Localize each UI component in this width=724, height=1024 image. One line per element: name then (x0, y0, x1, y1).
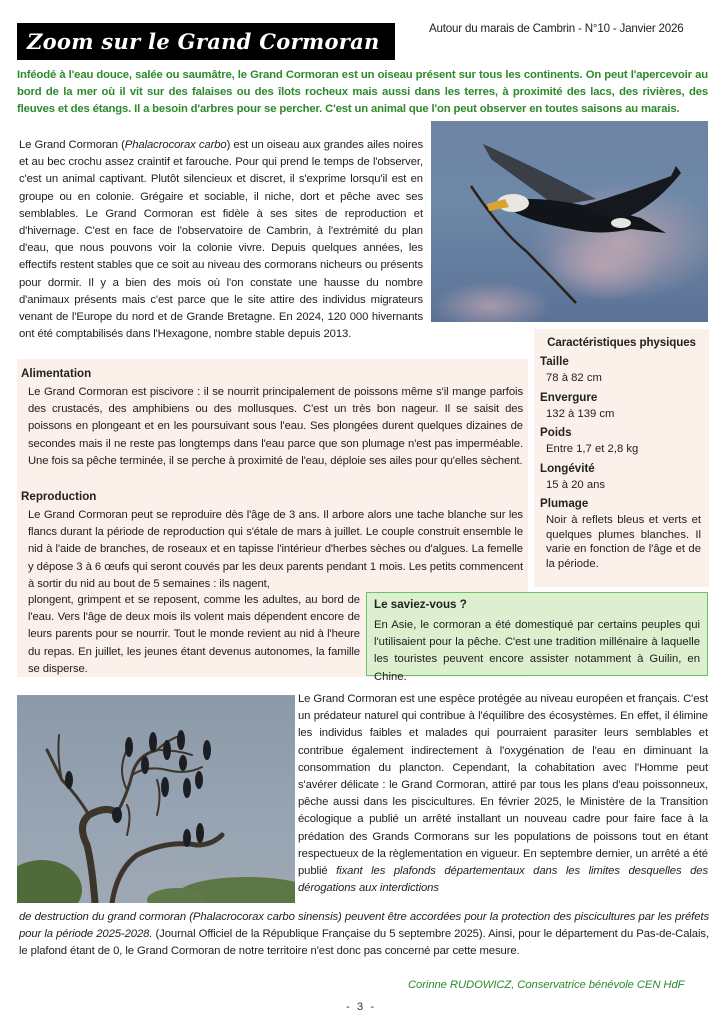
cormorant-flight-illustration (431, 121, 708, 322)
value-weight: Entre 1,7 et 2,8 kg (546, 443, 639, 455)
reproduction-heading: Reproduction (21, 490, 97, 503)
page-number: - 3 - (346, 1001, 377, 1013)
scientific-name: Phalacrocorax carbo (124, 139, 227, 151)
decree-italic-text: fixant les plafonds départementaux dans les limites desquelles des dérogations aux interdictions (298, 865, 708, 895)
decree-italic-text: de destruction du grand cormoran (Phalacrocorax carbo sinensis) peuvent être accordées pour la protection des piscicultures par les préfets pour la période 2025-2028. (19, 911, 709, 941)
reproduction-text-narrow: plongent, grimpent et se reposent, comme les adultes, au bord de l'eau. Vers l'âge de deux mois ils volent mais dépendent encore de leurs parents pour se nourrir. Tout le monde revient au nid à l'heure du repas. En juillet, les jeunes étant devenus autonomes, la famille se disperse. (28, 594, 360, 675)
did-you-know-callout (366, 592, 708, 683)
physical-characteristics-card (534, 329, 709, 587)
value-wingspan: 132 à 139 cm (546, 407, 615, 420)
text-run: Le Grand Cormoran ( (19, 139, 125, 151)
issue-line: Autour du marais de Cambrin - N°10 - Janvier 2026 (429, 22, 684, 35)
protection-paragraph-continued (19, 909, 709, 961)
text-run: ) est un oiseau aux grandes ailes noires et au bec crochu assez craintif et farouche. Pour qui prend le temps de l'observer, c'est un animal captivant. Plutôt silencieux et discret, il s'exprime lorsqu'il est en groupe ou en colonie. Grégaire et sociable, il niche, dort et pêche avec ses semblables. Le Grand Cormoran est fidèle à ses sites de reproduction et d'hivernage. C'est en face de l'observatoire de Cambrin, à l'extrémité du plan d'eau, que nous pouvons voir la colonie vivre. Depuis quelques années, les effectifs restent stables que ce soit au niveau des cormorans nicheurs ou présents pour dormir. Il y a bien des mois où l'on constate une hausse du nombre d'animaux présents mais c'est parce que le site attire des individus migrateurs venant de l'Europe du nord et de Grande Bretagne. En 2024, 120 000 hivernants ont été comptabilisés dans l'Hexagone, nombre stable depuis 2013. (19, 139, 423, 341)
feeding-text: Le Grand Cormoran est piscivore : il se nourrit principalement de poissons même s'il mange parfois des crustacés, des amphibiens ou des mollusques. C'est un très bon nageur. Il se saisit des poissons en plongeant et en les poursuivant sous l'eau. Ses plongées durent quelques dizaines de secondes mais il ne reste pas longtemps dans l'eau parce que son plumage n'est pas imperméable. Une fois sa pêche terminée, il se perche à proximité de l'eau, déploie ses ailes pour qu'elles sèchent. (28, 386, 523, 467)
label-size: Taille (540, 355, 569, 368)
callout-text: En Asie, le cormoran a été domestiqué par certains peuples qui l'utilisaient pour la pêche. C'est une tradition millénaire à laquelle les touristes peuvent encore assister notamment à Guilin, en Chine. (374, 619, 700, 683)
cormorant-colony-photo (17, 695, 295, 903)
author-signature: Corinne RUDOWICZ, Conservatrice bénévole CEN HdF (408, 979, 685, 991)
feeding-heading: Alimentation (21, 367, 92, 380)
text-run: Le Grand Cormoran est une espèce protégée au niveau européen et français. C'est un prédateur naturel qui contribue à l'équilibre des écosystèmes. En effet, il élimine les individus faibles et malades qui pourraient parasiter leurs semblables et contribue également indirectement à l'oxygénation de l'eau en diminuant la consommation du plancton. Cependant, la cohabitation avec l'Homme peut s'avérer délicate : le Grand Cormoran, attiré par tous les plans d'eau poissonneux, pêche aussi dans les piscicultures. En février 2025, le Ministère de la Transition écologique a publié un arrêté installant un nouveau cadre pour faire face à la prédation des Grands Cormorans sur les populations de poissons tout en étant respectueux de la règlementation en vigueur. En septembre dernier, un arrêté a été publié (298, 693, 708, 878)
label-wingspan: Envergure (540, 390, 598, 404)
tree-colony-illustration (17, 695, 295, 903)
label-weight: Poids (540, 426, 572, 439)
protection-paragraph (298, 691, 708, 897)
page-title: Zoom sur le Grand Cormoran (17, 23, 395, 60)
card-title: Caractéristiques physiques (547, 336, 696, 349)
value-longevity: 15 à 20 ans (546, 478, 606, 491)
label-plumage: Plumage (540, 497, 589, 510)
reproduction-text-wide: Le Grand Cormoran peut se reproduire dès l'âge de 3 ans. Il arbore alors une tache blanche sur les flancs durant la période de reproduction qui s'étale de mars à juillet. Le couple construit ensemble le nid à l'aide de branches, de roseaux et en tapisse l'intérieur d'herbes sèches ou d'algues. La femelle y dépose 3 à 6 œufs qui seront couvés par les deux parents pendant 1 mois. Les petits commencent à sortir du nid au bout de 5 semaines : ils nagent, (28, 509, 523, 590)
intro-paragraph: Inféodé à l'eau douce, salée ou saumâtre, le Grand Cormoran est un oiseau présent sur tous les continents. On peut l'apercevoir au bord de la mer où il vit sur des falaises ou des îlots rocheux mais aussi dans les terres, à proximité des lacs, des rivières, des fleuves et des étangs. Il a besoin d'arbres pour se percher. C'est un animal que l'on peut observer en toutes saisons au marais. (17, 69, 708, 115)
flying-cormorant-photo (431, 121, 708, 322)
callout-title: Le saviez-vous ? (374, 598, 467, 611)
label-longevity: Longévité (540, 461, 595, 475)
value-plumage: Noir à reflets bleus et verts et quelques plumes blanches. Il varie en fonction de l'âge et de la période. (546, 514, 701, 570)
value-size: 78 à 82 cm (546, 372, 602, 384)
description-paragraph (19, 137, 423, 343)
text-run: (Journal Officiel de la République Française du 5 septembre 2025). Ainsi, pour le département du Pas-de-Calais, le plafond étant de 0, le Grand Cormoran de notre territoire n'est donc pas concerné par cette mesure. (19, 928, 709, 958)
